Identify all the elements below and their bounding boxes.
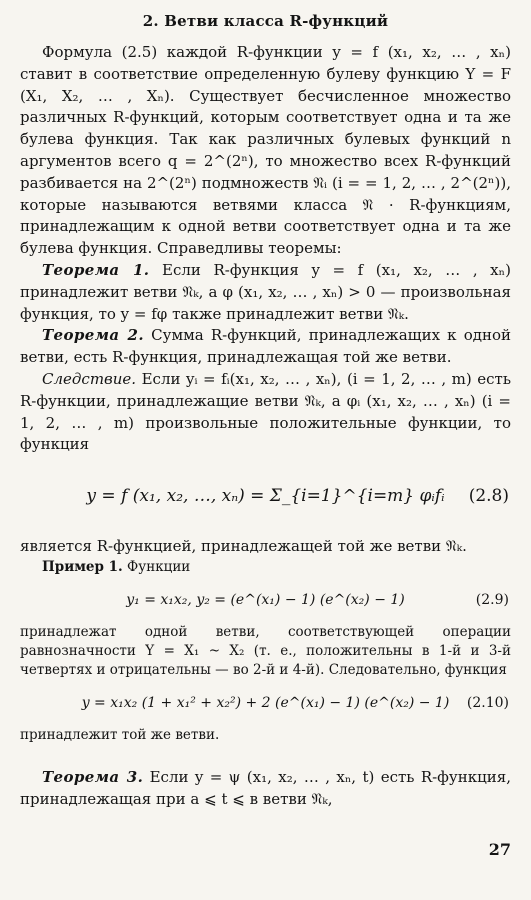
theorem-3	[20, 767, 511, 811]
theorem-1	[20, 260, 511, 325]
page-number: 27	[488, 840, 511, 859]
after-2-8: является R-функцией, принадлежащей той же ветви 𝔑ₖ.	[20, 537, 467, 556]
section-title: 2. Ветви класса R-функций	[142, 12, 389, 30]
example-1-label: Пример 1.	[42, 558, 123, 575]
theorem-3-text: Если y = ψ (x₁, x₂, … , xₙ, t) есть R-функция, принадлежащая при a ⩽ t ⩽ в ветви 𝔑ₖ,	[20, 767, 511, 808]
equation-2-10-number: (2.10)	[466, 694, 509, 711]
theorem-1-label: Теорема 1.	[42, 260, 150, 279]
equation-2-9-formula: y₁ = x₁x₂, y₂ = (e^(x₁) − 1) (e^(x₂) − 1)	[126, 591, 405, 608]
theorem-1-text: Если R-функция y = f (x₁, x₂, … , xₙ) принадлежит ветви 𝔑ₖ, а φ (x₁, x₂, … , xₙ) > 0 — произвольная функция, то y = fφ также принадлежит ветви 𝔑ₖ.	[20, 260, 511, 323]
corollary-text: Если yᵢ = fᵢ(x₁, x₂, … , xₙ), (i = 1, 2, … , m) есть R-функции, принадлежащие ветви 𝔑ₖ, а φᵢ (x₁, x₂, … , xₙ) (i = 1, 2, … , m) произвольные положительные функции, то функция	[20, 369, 511, 454]
equation-2-10	[20, 680, 511, 726]
equation-2-8-number: (2.8)	[468, 486, 509, 507]
intro-paragraph: Формула (2.5) каждой R-функции y = f (x₁, x₂, … , xₙ) ставит в соответствие определенную булеву функцию Y = F (X₁, X₂, … , Xₙ). Существует бесчисленное множество различных R-функций, которым соответствует одна и та же булева функция. Так как различных булевых функций n аргументов всего q = 2^(2ⁿ), то множество всех R-функций разбивается на 2^(2ⁿ) подмножеств 𝔑ᵢ (i = = 1, 2, … , 2^(2ⁿ)), которые называются ветвями класса 𝔑 · R-функциям, принадлежащим к одной ветви соответствует одна и та же булева функция. Справедливы теоремы:	[20, 43, 511, 258]
equation-2-8	[20, 456, 511, 536]
equation-2-8-formula: y = f (x₁, x₂, …, xₙ) = Σ_{i=1}^{i=m} φᵢfᵢ	[86, 486, 445, 507]
page	[20, 10, 511, 811]
theorem-2-label: Теорема 2.	[42, 326, 144, 345]
example-1	[20, 558, 511, 577]
corollary	[20, 369, 511, 456]
equation-2-9-number: (2.9)	[475, 591, 509, 608]
after-2-10: принадлежит той же ветви.	[20, 726, 220, 743]
equation-2-9	[20, 577, 511, 623]
theorem-2	[20, 325, 511, 369]
example-1-text: Функции	[127, 558, 191, 575]
theorem-3-label: Теорема 3.	[42, 767, 144, 786]
corollary-label: Следствие.	[42, 369, 137, 388]
after-2-9: принадлежат одной ветви, соответствующей операции равнозначности Y = X₁ ~ X₂ (т. е., положительны в 1-й и 3-й четвертях и отрицательны — во 2-й и 4-й). Следовательно, функция	[20, 623, 511, 678]
theorem-2-text: Сумма R-функций, принадлежащих к одной ветви, есть R-функция, принадлежащая той же ветви.	[20, 326, 511, 367]
equation-2-10-formula: y = x₁x₂ (1 + x₁² + x₂²) + 2 (e^(x₁) − 1) (e^(x₂) − 1)	[81, 694, 450, 711]
